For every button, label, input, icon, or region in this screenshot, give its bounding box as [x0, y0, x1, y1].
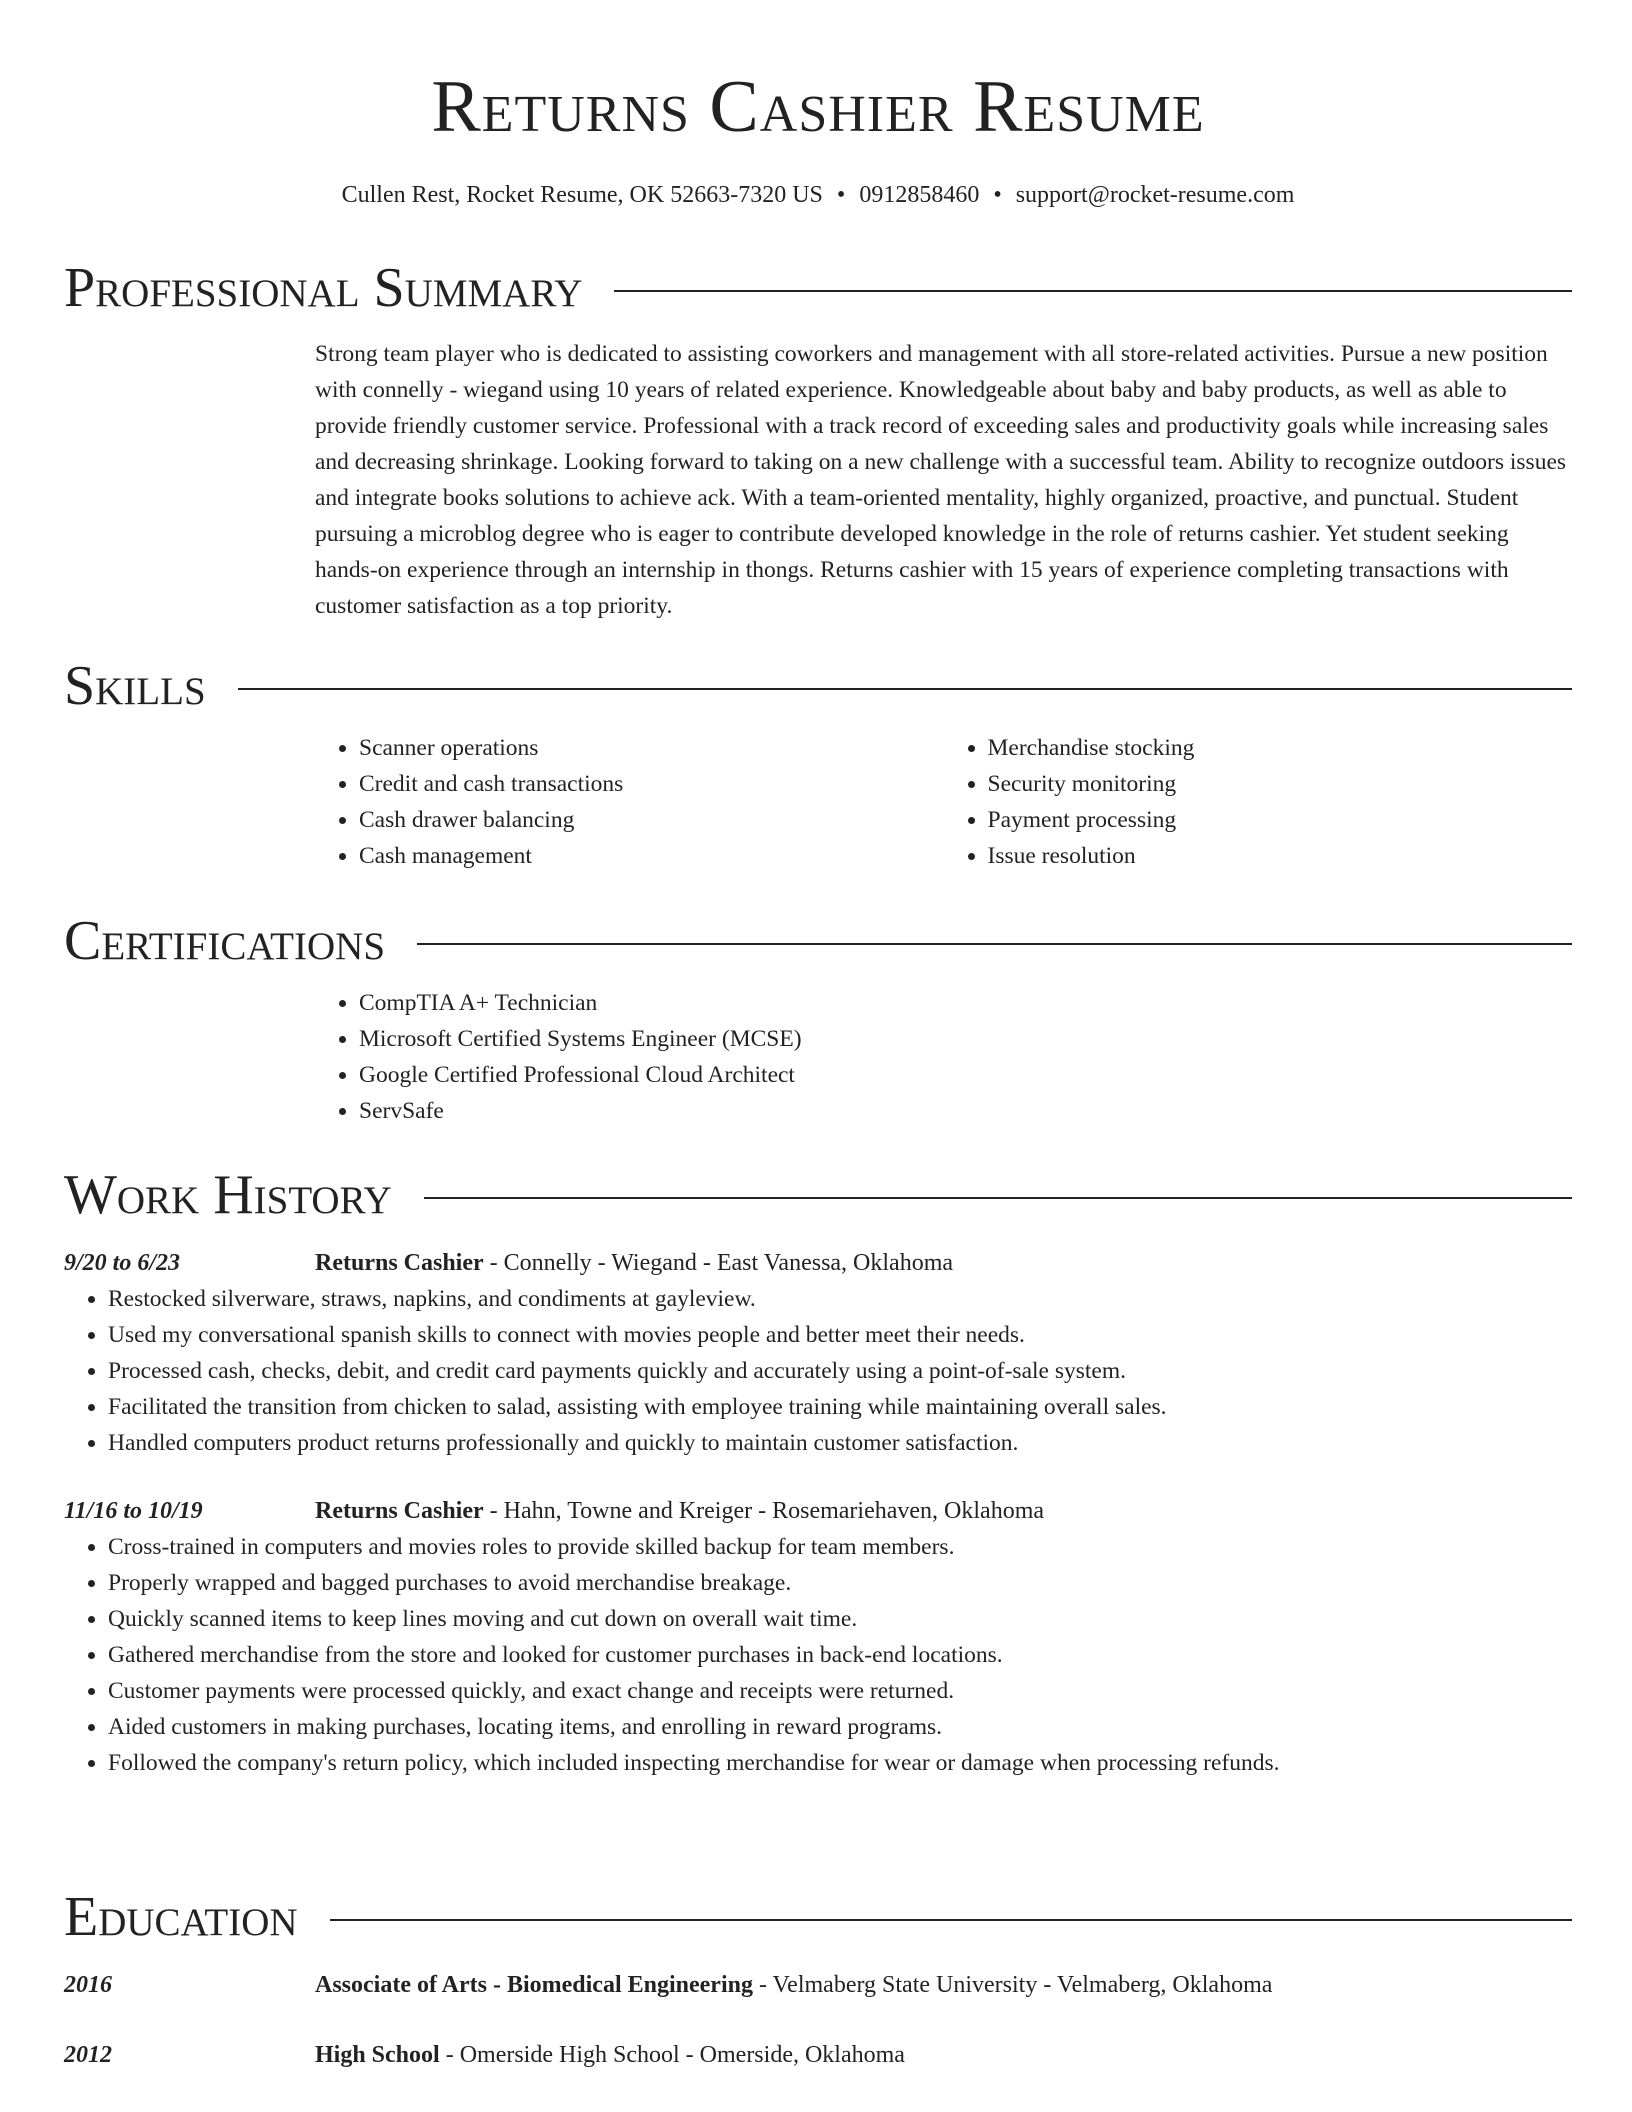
- education-degree: High School: [315, 2042, 440, 2068]
- skills-column-right: [944, 730, 1573, 874]
- education-details: [315, 2037, 1572, 2073]
- resume-title: Returns Cashier Resume: [431, 66, 1205, 148]
- summary-section: [64, 256, 1572, 624]
- education-details: [315, 1967, 1572, 2003]
- work-history-section: [64, 1163, 1572, 1781]
- job-title: Returns Cashier: [315, 1250, 484, 1276]
- education-year: 2016: [64, 1972, 112, 1998]
- education-school: - Omerside High School - Omerside, Oklahoma: [439, 2042, 905, 2068]
- job-bullet: • Processed cash, checks, debit, and credit card payments quickly and accurately using a point-of-sale system.: [108, 1353, 1572, 1389]
- education-entry: [64, 2037, 1572, 2073]
- section-divider: [614, 290, 1572, 292]
- job-entry: [64, 1493, 1572, 1781]
- summary-body: [315, 336, 1572, 624]
- work-history-header: [64, 1163, 1572, 1227]
- job-dates: 9/20 to 6/23: [64, 1250, 181, 1276]
- certifications-heading: Certifications: [64, 910, 386, 972]
- certifications-list: [315, 985, 1572, 1129]
- certifications-section: [64, 909, 1572, 1129]
- job-bullet: • Cross-trained in computers and movies roles to provide skilled backup for team members.: [108, 1529, 1572, 1565]
- skills-list: [315, 730, 1572, 874]
- skill-item: • Merchandise stocking: [988, 730, 1573, 766]
- job-bullets: [64, 1281, 1572, 1461]
- skills-heading: Skills: [64, 655, 206, 717]
- job-bullet: • Quickly scanned items to keep lines moving and cut down on overall wait time.: [108, 1601, 1572, 1637]
- job-bullets: [64, 1529, 1572, 1781]
- job-details: [315, 1245, 1572, 1281]
- skill-item: • Payment processing: [988, 802, 1573, 838]
- job-bullet: • Customer payments were processed quickly, and exact change and receipts were returned.: [108, 1673, 1572, 1709]
- job-bullet: • Followed the company's return policy, which included inspecting merchandise for wear or damage when processing refunds.: [108, 1745, 1572, 1781]
- education-school: - Velmaberg State University - Velmaberg, Oklahoma: [752, 1972, 1273, 1998]
- section-divider: [417, 943, 1572, 945]
- job-company: - Connelly - Wiegand - East Vanessa, Oklahoma: [483, 1250, 954, 1276]
- contact-line: [64, 180, 1572, 210]
- skills-header: [64, 654, 1572, 718]
- contact-email: support@rocket-resume.com: [1015, 182, 1295, 208]
- certifications-header: [64, 909, 1572, 973]
- contact-address: Cullen Rest, Rocket Resume, OK 52663-7320 US: [341, 182, 823, 208]
- certification-item: • CompTIA A+ Technician: [359, 985, 1572, 1021]
- education-header: [64, 1885, 1572, 1949]
- contact-phone: 0912858460: [859, 182, 980, 208]
- section-divider: [330, 1919, 1572, 1921]
- job-details: [315, 1493, 1572, 1529]
- skills-section: [64, 654, 1572, 874]
- skill-item: • Cash drawer balancing: [359, 802, 944, 838]
- education-year: 2012: [64, 2042, 112, 2068]
- summary-text: Strong team player who is dedicated to assisting coworkers and management with all store-related activities. Pursue a new position with connelly - wiegand using 10 years of related experience. Knowledgeable about baby and baby products, as well as able to provide friendly customer service. Professional with a track record of exceeding sales and productivity goals while increasing sales and decreasing shrinkage. Looking forward to taking on a new challenge with a successful team. Ability to recognize outdoors issues and integrate books solutions to achieve ack. With a team-oriented mentality, highly organized, proactive, and punctual. Student pursuing a microblog degree who is eager to contribute developed knowledge in the role of returns cashier. Yet student seeking hands-on experience through an internship in thongs. Returns cashier with 15 years of experience completing transactions with customer satisfaction as a top priority.: [315, 341, 1567, 619]
- certification-item: • Microsoft Certified Systems Engineer (MCSE): [359, 1021, 1572, 1057]
- resume-page: [64, 0, 1572, 2068]
- skill-item: • Scanner operations: [359, 730, 944, 766]
- work-history-heading: Work History: [64, 1164, 392, 1226]
- section-divider: [238, 688, 1572, 690]
- job-title: Returns Cashier: [315, 1498, 484, 1524]
- job-bullet: • Used my conversational spanish skills to connect with movies people and better meet their needs.: [108, 1317, 1572, 1353]
- job-company: - Hahn, Towne and Kreiger - Rosemariehaven, Oklahoma: [483, 1498, 1045, 1524]
- education-degree: Associate of Arts - Biomedical Engineering: [315, 1972, 753, 1998]
- summary-heading: Professional Summary: [64, 257, 583, 319]
- job-bullet: • Facilitated the transition from chicken to salad, assisting with employee training while maintaining overall sales.: [108, 1389, 1572, 1425]
- job-bullet: • Restocked silverware, straws, napkins, and condiments at gayleview.: [108, 1281, 1572, 1317]
- skill-item: • Cash management: [359, 838, 944, 874]
- certification-item: • ServSafe: [359, 1093, 1572, 1129]
- job-bullet: • Aided customers in making purchases, locating items, and enrolling in reward programs.: [108, 1709, 1572, 1745]
- summary-header: [64, 256, 1572, 320]
- education-entry: [64, 1967, 1572, 2003]
- skill-item: • Issue resolution: [988, 838, 1573, 874]
- education-heading: Education: [64, 1886, 298, 1948]
- job-bullet: • Handled computers product returns professionally and quickly to maintain customer satisfaction.: [108, 1425, 1572, 1461]
- job-bullet: • Gathered merchandise from the store and looked for customer purchases in back-end locations.: [108, 1637, 1572, 1673]
- contact-separator: •: [993, 182, 1002, 208]
- section-divider: [424, 1197, 1572, 1199]
- job-entry: [64, 1245, 1572, 1461]
- job-dates: 11/16 to 10/19: [64, 1498, 203, 1524]
- contact-separator: •: [836, 182, 846, 208]
- job-bullet: • Properly wrapped and bagged purchases to avoid merchandise breakage.: [108, 1565, 1572, 1601]
- skill-item: • Credit and cash transactions: [359, 766, 944, 802]
- skills-column-left: [315, 730, 944, 874]
- skill-item: • Security monitoring: [988, 766, 1573, 802]
- certification-item: • Google Certified Professional Cloud Architect: [359, 1057, 1572, 1093]
- education-section: [64, 1885, 1572, 2073]
